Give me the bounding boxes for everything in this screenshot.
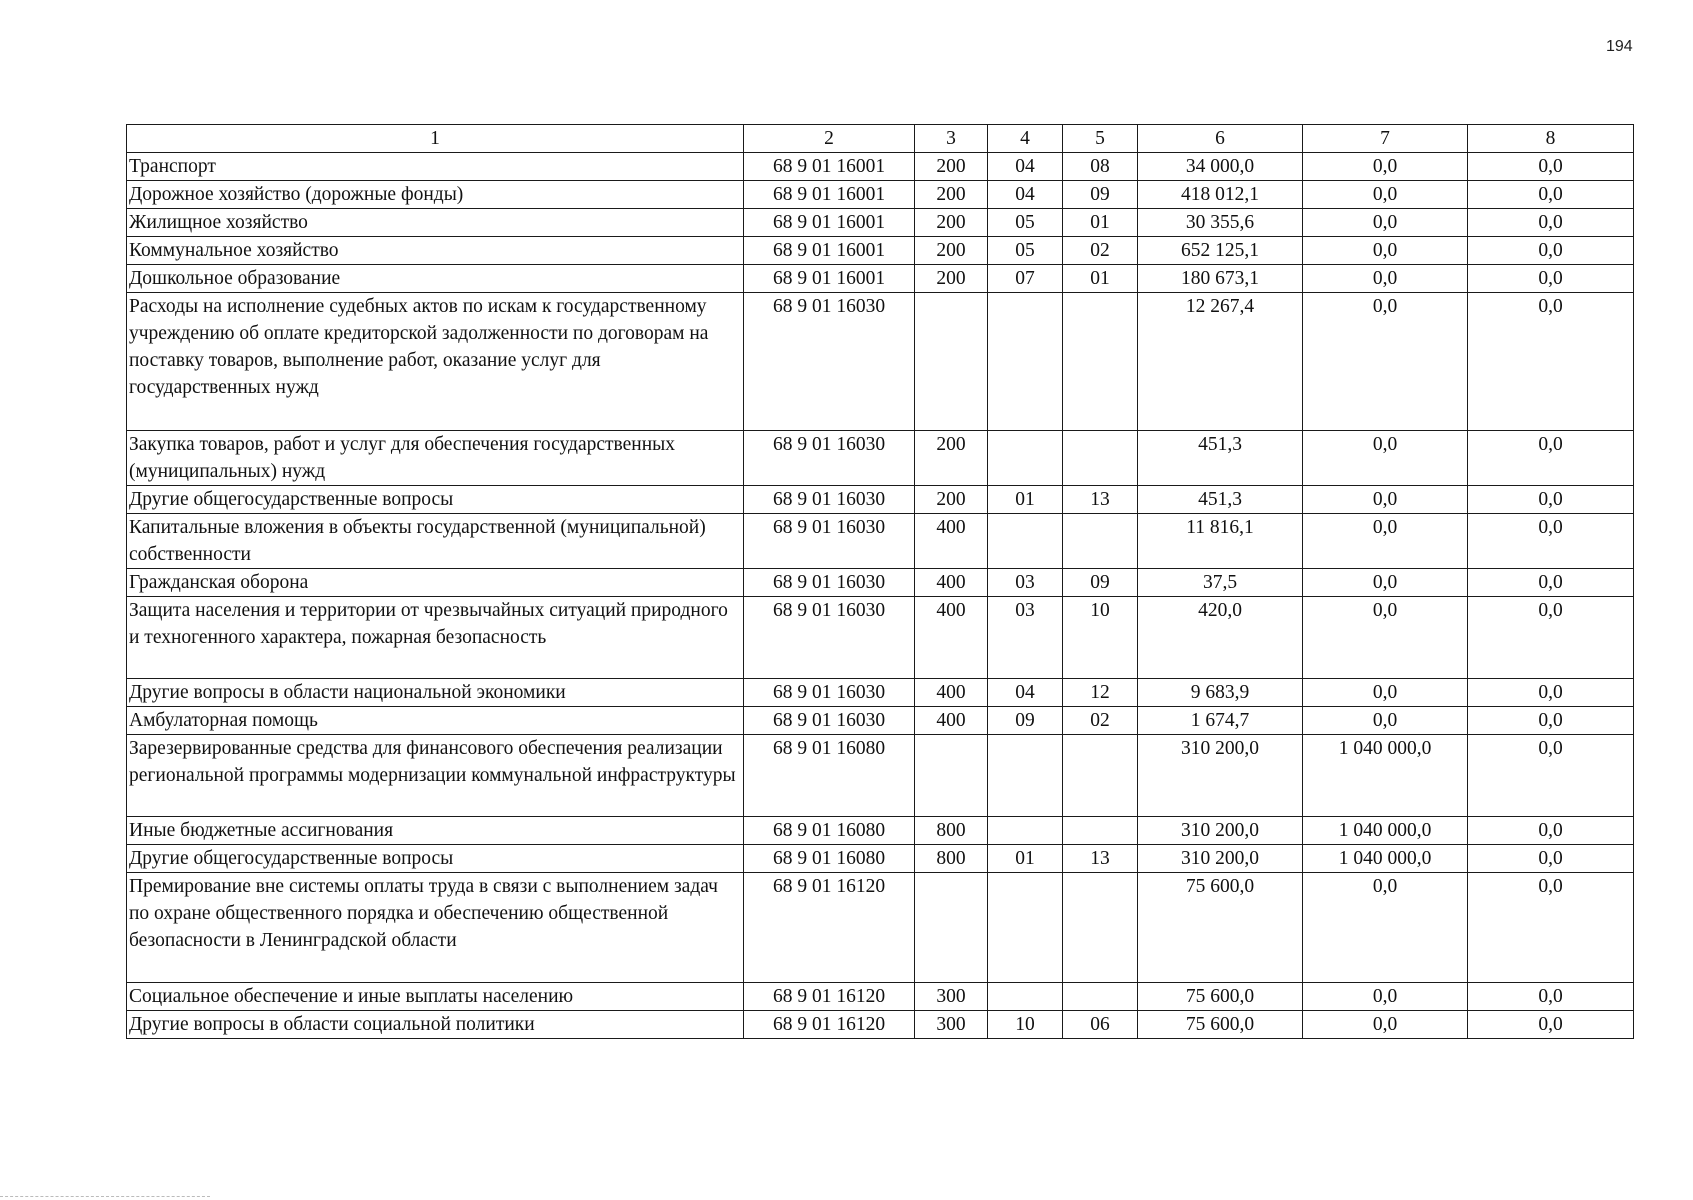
- expense-name-cell: Другие общегосударственные вопросы: [127, 486, 744, 514]
- amount-col7-cell: 0,0: [1303, 293, 1468, 431]
- subsection-cell: 02: [1063, 237, 1138, 265]
- target-code-cell: 68 9 01 16030: [744, 707, 915, 735]
- expense-name-cell: Капитальные вложения в объекты государственной (муниципальной) собственности: [127, 514, 744, 569]
- expense-type-cell: 800: [915, 817, 988, 845]
- subsection-cell: 09: [1063, 569, 1138, 597]
- amount-col8-cell: 0,0: [1468, 265, 1634, 293]
- amount-col7-cell: 0,0: [1303, 486, 1468, 514]
- subsection-cell: [1063, 983, 1138, 1011]
- table-row: [127, 735, 1634, 817]
- expense-type-cell: 200: [915, 486, 988, 514]
- amount-col7-cell: 0,0: [1303, 873, 1468, 983]
- subsection-cell: 09: [1063, 181, 1138, 209]
- table-body: [127, 153, 1634, 1039]
- amount-col8-cell: 0,0: [1468, 486, 1634, 514]
- column-header-5: 5: [1063, 125, 1138, 153]
- section-cell: 04: [988, 181, 1063, 209]
- table-row: [127, 597, 1634, 679]
- subsection-cell: 08: [1063, 153, 1138, 181]
- amount-col8-cell: 0,0: [1468, 817, 1634, 845]
- amount-col7-cell: 0,0: [1303, 153, 1468, 181]
- subsection-cell: [1063, 431, 1138, 486]
- table-row: [127, 707, 1634, 735]
- target-code-cell: 68 9 01 16080: [744, 735, 915, 817]
- column-header-4: 4: [988, 125, 1063, 153]
- expense-name-cell: Премирование вне системы оплаты труда в связи с выполнением задач по охране общественного порядка и обеспечению общественной безопасности в Ленинградской области: [127, 873, 744, 983]
- expense-name-cell: Транспорт: [127, 153, 744, 181]
- subsection-cell: 13: [1063, 845, 1138, 873]
- section-cell: 09: [988, 707, 1063, 735]
- table-row: [127, 679, 1634, 707]
- subsection-cell: [1063, 873, 1138, 983]
- column-header-1: 1: [127, 125, 744, 153]
- table-row: [127, 293, 1634, 431]
- expense-name-cell: Защита населения и территории от чрезвычайных ситуаций природного и техногенного характера, пожарная безопасность: [127, 597, 744, 679]
- expense-type-cell: 400: [915, 514, 988, 569]
- amount-col8-cell: 0,0: [1468, 597, 1634, 679]
- section-cell: 05: [988, 237, 1063, 265]
- target-code-cell: 68 9 01 16120: [744, 1011, 915, 1039]
- table-row: [127, 181, 1634, 209]
- amount-col6-cell: 420,0: [1138, 597, 1303, 679]
- amount-col6-cell: 34 000,0: [1138, 153, 1303, 181]
- amount-col7-cell: 0,0: [1303, 569, 1468, 597]
- amount-col7-cell: 0,0: [1303, 597, 1468, 679]
- expense-name-cell: Дорожное хозяйство (дорожные фонды): [127, 181, 744, 209]
- expense-type-cell: 400: [915, 597, 988, 679]
- expense-type-cell: 400: [915, 569, 988, 597]
- amount-col6-cell: 1 674,7: [1138, 707, 1303, 735]
- target-code-cell: 68 9 01 16120: [744, 873, 915, 983]
- section-cell: [988, 293, 1063, 431]
- expense-type-cell: 200: [915, 181, 988, 209]
- expense-name-cell: Амбулаторная помощь: [127, 707, 744, 735]
- table-row: [127, 514, 1634, 569]
- table-row: [127, 983, 1634, 1011]
- amount-col8-cell: 0,0: [1468, 845, 1634, 873]
- amount-col7-cell: 0,0: [1303, 707, 1468, 735]
- amount-col8-cell: 0,0: [1468, 983, 1634, 1011]
- section-cell: 01: [988, 845, 1063, 873]
- subsection-cell: 13: [1063, 486, 1138, 514]
- amount-col8-cell: 0,0: [1468, 1011, 1634, 1039]
- amount-col7-cell: 0,0: [1303, 1011, 1468, 1039]
- expense-name-cell: Закупка товаров, работ и услуг для обеспечения государственных (муниципальных) нужд: [127, 431, 744, 486]
- section-cell: [988, 735, 1063, 817]
- amount-col6-cell: 451,3: [1138, 431, 1303, 486]
- table-row: [127, 486, 1634, 514]
- expense-name-cell: Зарезервированные средства для финансового обеспечения реализации региональной программы модернизации коммунальной инфраструктуры: [127, 735, 744, 817]
- table-row: [127, 569, 1634, 597]
- section-cell: 05: [988, 209, 1063, 237]
- amount-col8-cell: 0,0: [1468, 237, 1634, 265]
- section-cell: [988, 514, 1063, 569]
- table-row: [127, 845, 1634, 873]
- amount-col8-cell: 0,0: [1468, 569, 1634, 597]
- amount-col6-cell: 75 600,0: [1138, 873, 1303, 983]
- amount-col8-cell: 0,0: [1468, 707, 1634, 735]
- expense-type-cell: 300: [915, 1011, 988, 1039]
- amount-col7-cell: 0,0: [1303, 983, 1468, 1011]
- section-cell: [988, 431, 1063, 486]
- target-code-cell: 68 9 01 16001: [744, 265, 915, 293]
- amount-col6-cell: 30 355,6: [1138, 209, 1303, 237]
- target-code-cell: 68 9 01 16030: [744, 679, 915, 707]
- expense-name-cell: Гражданская оборона: [127, 569, 744, 597]
- expense-name-cell: Расходы на исполнение судебных актов по искам к государственному учреждению об оплате кредиторской задолженности по договорам на поставку товаров, выполнение работ, оказание услуг для государственных нужд: [127, 293, 744, 431]
- column-header-2: 2: [744, 125, 915, 153]
- amount-col8-cell: 0,0: [1468, 679, 1634, 707]
- target-code-cell: 68 9 01 16030: [744, 293, 915, 431]
- expense-name-cell: Социальное обеспечение и иные выплаты населению: [127, 983, 744, 1011]
- table-row: [127, 209, 1634, 237]
- subsection-cell: [1063, 514, 1138, 569]
- amount-col7-cell: 1 040 000,0: [1303, 735, 1468, 817]
- target-code-cell: 68 9 01 16030: [744, 486, 915, 514]
- amount-col6-cell: 652 125,1: [1138, 237, 1303, 265]
- column-header-7: 7: [1303, 125, 1468, 153]
- subsection-cell: 10: [1063, 597, 1138, 679]
- section-cell: 03: [988, 569, 1063, 597]
- expense-name-cell: Другие вопросы в области национальной экономики: [127, 679, 744, 707]
- expense-type-cell: 200: [915, 237, 988, 265]
- section-cell: 04: [988, 679, 1063, 707]
- target-code-cell: 68 9 01 16001: [744, 181, 915, 209]
- expense-type-cell: 200: [915, 153, 988, 181]
- subsection-cell: [1063, 817, 1138, 845]
- amount-col7-cell: 0,0: [1303, 431, 1468, 486]
- amount-col8-cell: 0,0: [1468, 431, 1634, 486]
- table-row: [127, 817, 1634, 845]
- amount-col6-cell: 310 200,0: [1138, 817, 1303, 845]
- section-cell: 10: [988, 1011, 1063, 1039]
- table-row: [127, 153, 1634, 181]
- section-cell: [988, 817, 1063, 845]
- target-code-cell: 68 9 01 16120: [744, 983, 915, 1011]
- section-cell: 03: [988, 597, 1063, 679]
- table-row: [127, 1011, 1634, 1039]
- expense-type-cell: 300: [915, 983, 988, 1011]
- expense-type-cell: 400: [915, 679, 988, 707]
- expense-type-cell: 200: [915, 265, 988, 293]
- target-code-cell: 68 9 01 16001: [744, 209, 915, 237]
- expense-name-cell: Другие общегосударственные вопросы: [127, 845, 744, 873]
- page-edge-mark: [0, 1196, 210, 1197]
- amount-col7-cell: 1 040 000,0: [1303, 817, 1468, 845]
- amount-col7-cell: 0,0: [1303, 679, 1468, 707]
- table-row: [127, 265, 1634, 293]
- table-row: [127, 237, 1634, 265]
- subsection-cell: 01: [1063, 209, 1138, 237]
- section-cell: 07: [988, 265, 1063, 293]
- amount-col6-cell: 37,5: [1138, 569, 1303, 597]
- amount-col8-cell: 0,0: [1468, 293, 1634, 431]
- target-code-cell: 68 9 01 16030: [744, 514, 915, 569]
- expense-name-cell: Другие вопросы в области социальной политики: [127, 1011, 744, 1039]
- expense-type-cell: [915, 293, 988, 431]
- section-cell: 04: [988, 153, 1063, 181]
- expense-type-cell: 400: [915, 707, 988, 735]
- amount-col6-cell: 75 600,0: [1138, 983, 1303, 1011]
- target-code-cell: 68 9 01 16030: [744, 569, 915, 597]
- amount-col8-cell: 0,0: [1468, 181, 1634, 209]
- subsection-cell: [1063, 735, 1138, 817]
- amount-col6-cell: 9 683,9: [1138, 679, 1303, 707]
- amount-col7-cell: 1 040 000,0: [1303, 845, 1468, 873]
- target-code-cell: 68 9 01 16001: [744, 237, 915, 265]
- target-code-cell: 68 9 01 16030: [744, 431, 915, 486]
- section-cell: 01: [988, 486, 1063, 514]
- amount-col6-cell: 418 012,1: [1138, 181, 1303, 209]
- amount-col6-cell: 11 816,1: [1138, 514, 1303, 569]
- amount-col8-cell: 0,0: [1468, 735, 1634, 817]
- amount-col6-cell: 12 267,4: [1138, 293, 1303, 431]
- expense-name-cell: Иные бюджетные ассигнования: [127, 817, 744, 845]
- section-cell: [988, 983, 1063, 1011]
- subsection-cell: 12: [1063, 679, 1138, 707]
- subsection-cell: [1063, 293, 1138, 431]
- amount-col6-cell: 180 673,1: [1138, 265, 1303, 293]
- table-row: [127, 431, 1634, 486]
- table-row: [127, 873, 1634, 983]
- budget-table: [126, 124, 1634, 1039]
- column-header-8: 8: [1468, 125, 1634, 153]
- subsection-cell: 06: [1063, 1011, 1138, 1039]
- column-header-3: 3: [915, 125, 988, 153]
- expense-name-cell: Дошкольное образование: [127, 265, 744, 293]
- amount-col7-cell: 0,0: [1303, 514, 1468, 569]
- expense-type-cell: 200: [915, 431, 988, 486]
- amount-col6-cell: 310 200,0: [1138, 735, 1303, 817]
- page-number: 194: [1606, 38, 1633, 55]
- expense-type-cell: [915, 873, 988, 983]
- amount-col7-cell: 0,0: [1303, 265, 1468, 293]
- amount-col6-cell: 75 600,0: [1138, 1011, 1303, 1039]
- amount-col7-cell: 0,0: [1303, 181, 1468, 209]
- amount-col7-cell: 0,0: [1303, 237, 1468, 265]
- section-cell: [988, 873, 1063, 983]
- expense-name-cell: Жилищное хозяйство: [127, 209, 744, 237]
- amount-col8-cell: 0,0: [1468, 514, 1634, 569]
- target-code-cell: 68 9 01 16001: [744, 153, 915, 181]
- column-header-6: 6: [1138, 125, 1303, 153]
- subsection-cell: 02: [1063, 707, 1138, 735]
- header-row: [127, 125, 1634, 153]
- amount-col6-cell: 451,3: [1138, 486, 1303, 514]
- amount-col6-cell: 310 200,0: [1138, 845, 1303, 873]
- expense-name-cell: Коммунальное хозяйство: [127, 237, 744, 265]
- amount-col8-cell: 0,0: [1468, 209, 1634, 237]
- expense-type-cell: 200: [915, 209, 988, 237]
- expense-type-cell: [915, 735, 988, 817]
- amount-col7-cell: 0,0: [1303, 209, 1468, 237]
- target-code-cell: 68 9 01 16080: [744, 845, 915, 873]
- subsection-cell: 01: [1063, 265, 1138, 293]
- target-code-cell: 68 9 01 16030: [744, 597, 915, 679]
- target-code-cell: 68 9 01 16080: [744, 817, 915, 845]
- amount-col8-cell: 0,0: [1468, 873, 1634, 983]
- amount-col8-cell: 0,0: [1468, 153, 1634, 181]
- expense-type-cell: 800: [915, 845, 988, 873]
